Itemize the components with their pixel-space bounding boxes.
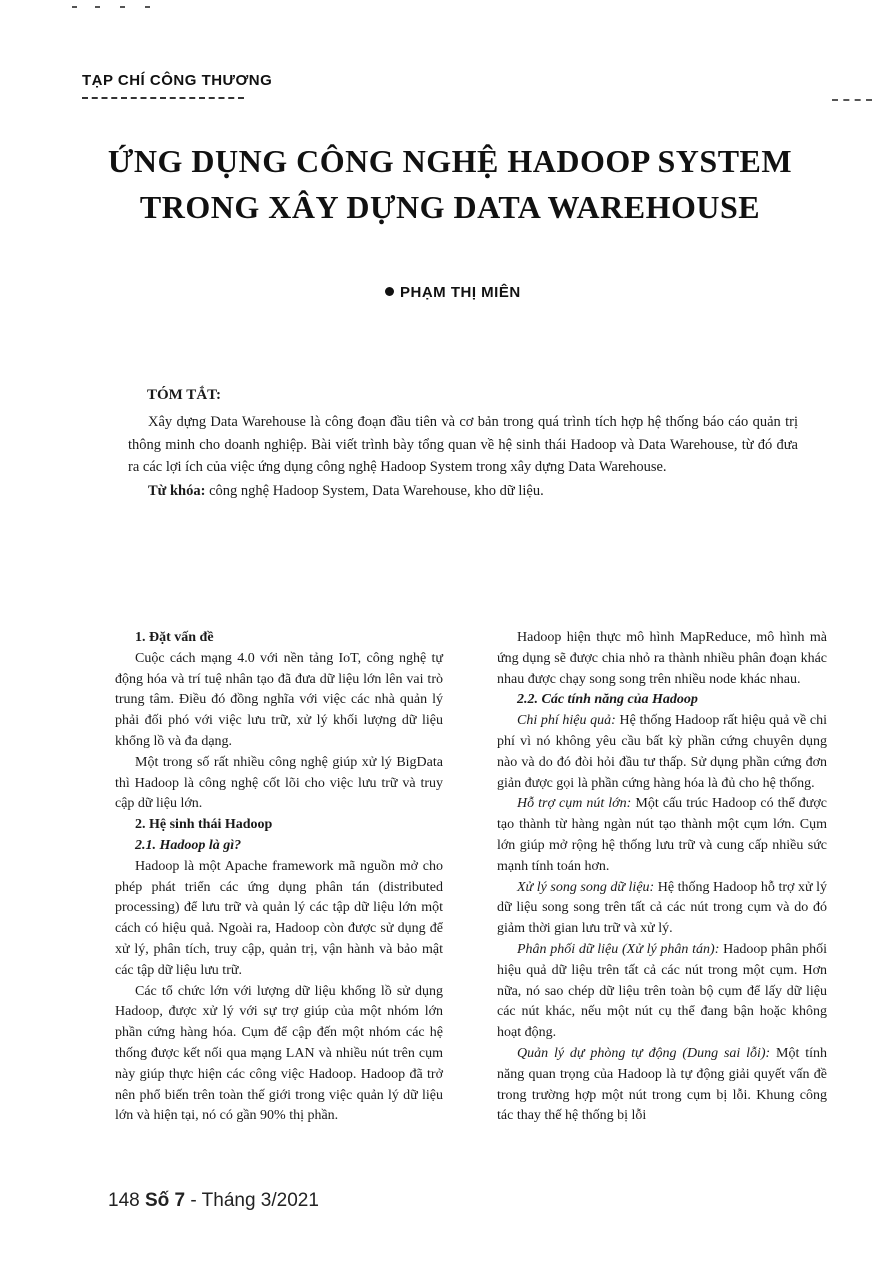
abstract-heading: TÓM TẮT:: [147, 387, 222, 403]
feature-label: Phân phối dữ liệu (Xử lý phân tán):: [517, 941, 720, 957]
feature-text: Hệ thống Hadoop hỗ trợ xử lý dữ liệu song song trên tất cả các nút trong cụm và do đó giảm thời gian lưu trữ và xử lý.: [497, 879, 827, 937]
article-title-line1: ỨNG DỤNG CÔNG NGHỆ HADOOP SYSTEM: [107, 143, 793, 179]
feature-paragraph: [497, 878, 827, 940]
abstract-text: Xây dựng Data Warehouse là công đoạn đầu tiên và cơ bản trong quá trình tích hợp hệ thống báo cáo quản trị thông minh cho doanh nghiệp. Bài viết trình bày tổng quan về hệ sinh thái Hadoop và Data Warehouse, từ đó đưa ra các lợi ích của việc ứng dụng công nghệ Hadoop System trong xây dựng Data Warehouse.: [128, 414, 798, 475]
feature-paragraph: [497, 794, 827, 877]
paragraph: Hadoop hiện thực mô hình MapReduce, mô hình mà ứng dụng sẽ được chia nhỏ ra thành nhiều phân đoạn khác nhau được chạy song song trên nhiều node khác nhau.: [497, 630, 827, 687]
feature-text: Một tính năng quan trọng của Hadoop là tự động giải quyết vấn đề trong trường hợp một nút trong cụm bị lỗi. Khung công tác thay thế hệ thống bị lỗi: [497, 1045, 827, 1124]
header-rule: [832, 99, 872, 101]
right-column: [497, 628, 827, 1127]
left-column: [115, 628, 443, 1127]
section-1-heading: 1. Đặt vấn đề: [135, 630, 214, 645]
feature-text: Hệ thống Hadoop rất hiệu quả về chi phí vì nó không yêu cầu bất kỳ phần cứng chuyên dụng nào và do đó đòi hỏi đầu tư thấp. Sử dụng phần cứng đơn giản được gọi là phần cứng hàng hóa là đủ cho hệ thống.: [497, 713, 827, 791]
paragraph: Các tổ chức lớn với lượng dữ liệu khổng lồ sử dụng Hadoop, được xử lý với sự trợ giúp của một nhóm lớn phần cứng hàng hóa. Cụm để cập đến một nhóm các hệ thống được kết nối qua mạng LAN và nhiều nút trên cụm này giúp thực hiện các công việc Hadoop. Hadoop đã trở nên phổ biến trên toàn thế giới trong việc quản lý dữ liệu lớn và hiện tại, nó có gần 90% thị phần.: [115, 983, 443, 1124]
feature-text: Hadoop phân phối hiệu quả dữ liệu trên tất cả các nút trong một cụm. Hơn nữa, nó sao chép dữ liệu trên toàn bộ cụm để lấy dữ liệu các nút khác, nếu một nút cụ thể đang bận hoặc không hoạt động.: [497, 941, 827, 1041]
page-footer: [108, 1190, 319, 1212]
feature-paragraph: [497, 711, 827, 794]
page-number: 148: [108, 1190, 140, 1211]
feature-paragraph: [497, 1044, 827, 1127]
paragraph: Cuộc cách mạng 4.0 với nền tảng IoT, công nghệ tự động hóa và trí tuệ nhân tạo đã đưa dữ liệu lớn lên vai trò trung tâm. Điều đó đồng nghĩa với việc các nhà quản lý phải đối phó với việc lưu trữ, xử lý khối lượng dữ liệu khổng lồ và đa dạng.: [115, 650, 443, 749]
feature-label: Hỗ trợ cụm nút lớn:: [517, 796, 632, 812]
bullet-icon: [385, 287, 394, 296]
author-name: PHẠM THỊ MIÊN: [400, 284, 521, 301]
feature-text: Một cấu trúc Hadoop có thể được tạo thành từ hàng ngàn nút tạo thành một cụm lớn. Cụm lớn giúp mở rộng hệ thống lưu trữ và cung cấp nhiều sức mạnh tính toán hơn.: [497, 796, 827, 874]
scan-mark: [72, 6, 77, 8]
keywords-text: công nghệ Hadoop System, Data Warehouse, kho dữ liệu.: [205, 482, 544, 499]
keywords: [128, 480, 798, 503]
feature-label: Xử lý song song dữ liệu:: [517, 879, 655, 895]
keywords-label: Từ khóa:: [148, 482, 206, 499]
paragraph: Hadoop là một Apache framework mã nguồn mở cho phép phát triển các ứng dụng phân tán (distributed processing) để lưu trữ và quản lý các tập dữ liệu lớn một cách có hiệu quả. Ngoài ra, Hadoop còn được sử dụng để xử lý, phân tích, truy cập, quản trị, vận hành và bảo mật các tập dữ liệu lưu trữ.: [115, 858, 443, 978]
scan-mark: [145, 6, 150, 8]
scan-mark: [120, 6, 125, 8]
journal-underline: [82, 97, 244, 99]
scan-mark: [95, 6, 100, 8]
paragraph: Một trong số rất nhiều công nghệ giúp xử lý BigData thì Hadoop là công nghệ cốt lõi cho việc lưu trữ và truy cập dữ liệu lớn.: [115, 754, 443, 812]
feature-label: Chi phí hiệu quả:: [517, 713, 616, 729]
article-title-line2: TRONG XÂY DỰNG DATA WAREHOUSE: [139, 189, 761, 225]
feature-label: Quản lý dự phòng tự động (Dung sai lỗi):: [517, 1045, 771, 1061]
author: [385, 284, 521, 301]
abstract: [128, 411, 798, 502]
issue-number: Số 7: [144, 1190, 186, 1211]
section-2-2-heading: 2.2. Các tính năng của Hadoop: [517, 692, 698, 708]
feature-paragraph: [497, 940, 827, 1044]
section-2-heading: 2. Hệ sinh thái Hadoop: [135, 817, 273, 833]
section-2-1-heading: 2.1. Hadoop là gì?: [135, 837, 242, 853]
issue-date: - Tháng 3/2021: [185, 1190, 319, 1211]
journal-name: TẠP CHÍ CÔNG THƯƠNG: [82, 72, 273, 89]
